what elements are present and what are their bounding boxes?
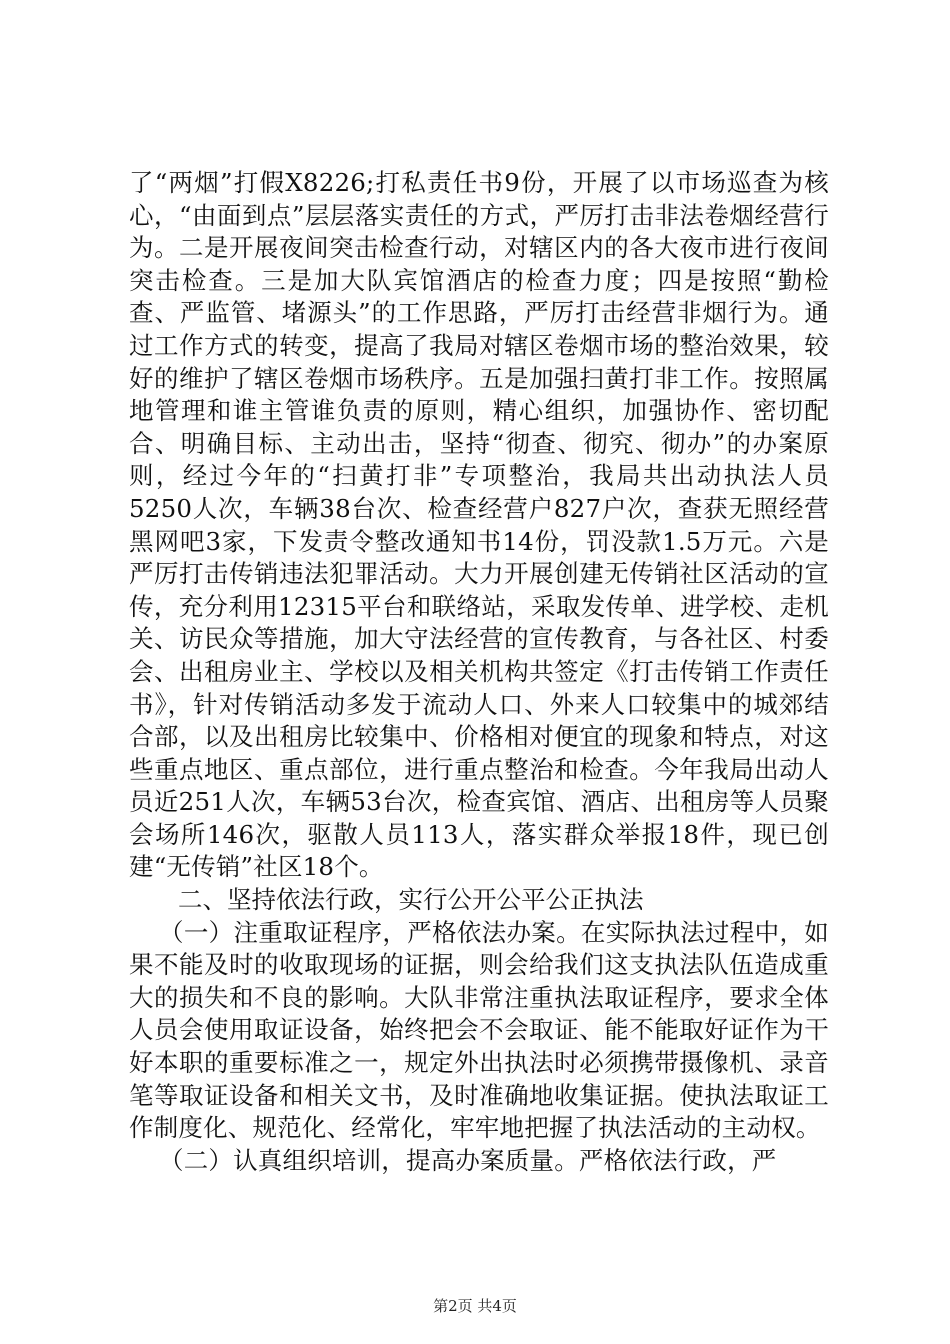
body-paragraph-2: （一）注重取证程序，严格依法办案。在实际执法过程中，如果不能及时的收取现场的证据，则会给我们这支执法队伍造成重大的损失和不良的影响。大队非常注重执法取证程序，要求全体人员会使用取证设备，始终把会不会取证、能不能取好证作为干好本职的重要标准之一，规定外出执法时必须携带摄像机、录音笔等取证设备和相关文书，及时准确地收集证据。使执法取证工作制度化、规范化、经常化，牢牢地把握了执法活动的主动权。 — [129, 917, 829, 1143]
body-paragraph-1: 了“两烟”打假X8226;打私责任书9份，开展了以市场巡查为核心，“由面到点”层层落实责任的方式，严厉打击非法卷烟经营行为。二是开展夜间突击检查行动，对辖区内的各大夜市进行夜间突击检查。三是加大队宾馆酒店的检查力度；四是按照“勤检查、严监管、堵源头”的工作思路，严厉打击经营非烟行为。通过工作方式的转变，提高了我局对辖区卷烟市场的整治效果，较好的维护了辖区卷烟市场秩序。五是加强扫黄打非工作。按照属地管理和谁主管谁负责的原则，精心组织，加强协作、密切配合、明确目标、主动出击，坚持“彻查、彻究、彻办”的办案原则，经过今年的“扫黄打非”专项整治，我局共出动执法人员5250人次，车辆38台次、检查经营户827户次，查获无照经营黑网吧3家，下发责令整改通知书14份，罚没款1.5万元。六是严厉打击传销违法犯罪活动。大力开展创建无传销社区活动的宣传，充分利用12315平台和联络站，采取发传单、进学校、走机关、访民众等措施，加大守法经营的宣传教育，与各社区、村委会、出租房业主、学校以及相关机构共签定《打击传销工作责任书》，针对传销活动多发于流动人口、外来人口较集中的城郊结合部，以及出租房比较集中、价格相对便宜的现象和特点，对这些重点地区、重点部位，进行重点整治和检查。今年我局出动人员近251人次，车辆53台次，检查宾馆、酒店、出租房等人员聚会场所146次，驱散人员113人，落实群众举报18件，现已创建“无传销”社区18个。 — [129, 168, 829, 882]
section-heading-2: 二、坚持依法行政，实行公开公平公正执法 — [178, 885, 644, 915]
body-paragraph-3: （二）认真组织培训，提高办案质量。严格依法行政，严 — [159, 1145, 777, 1175]
page-number-footer: 第2页 共4页 — [433, 1297, 517, 1315]
document-body — [129, 167, 829, 1177]
